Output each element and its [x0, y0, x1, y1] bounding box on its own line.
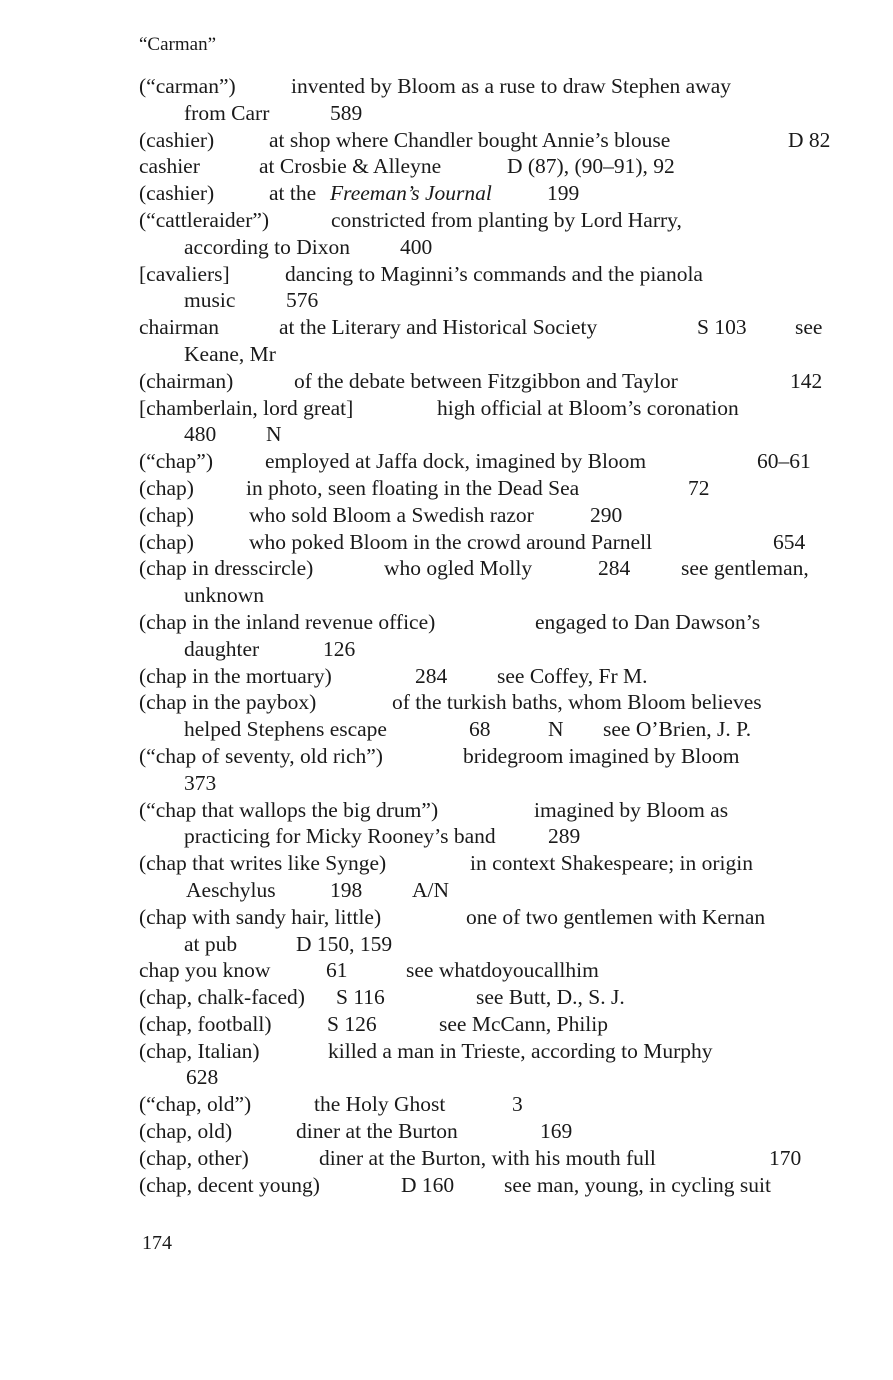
- index-line: [139, 1038, 839, 1065]
- index-line: [139, 421, 839, 448]
- index-line: [139, 395, 839, 422]
- line-field: at the: [269, 181, 317, 206]
- line-field: high official at Bloom’s coronation: [437, 395, 739, 420]
- line-text: chap you know: [139, 958, 271, 983]
- line-text: (cashier): [139, 181, 215, 206]
- line-field: 589: [330, 100, 363, 125]
- page-number: 174: [142, 1232, 172, 1254]
- index-line: [139, 127, 839, 154]
- index-entries: [139, 73, 839, 1198]
- line-field: 68: [469, 717, 491, 742]
- index-line: [139, 475, 839, 502]
- line-text: chairman: [139, 315, 219, 340]
- line-field: N: [266, 422, 282, 447]
- line-field: 72: [688, 475, 710, 500]
- line-field: 142: [790, 368, 823, 393]
- line-field: S 103: [697, 315, 747, 340]
- index-line: [139, 153, 839, 180]
- line-field: who ogled Molly: [384, 556, 533, 581]
- line-text: 480: [184, 422, 217, 447]
- line-text: (chap): [139, 529, 194, 554]
- line-field: diner at the Burton, with his mouth full: [319, 1145, 656, 1170]
- line-field: killed a man in Trieste, according to Murphy: [328, 1038, 713, 1063]
- line-text: (chap, football): [139, 1011, 272, 1036]
- index-line: [139, 73, 839, 100]
- line-text: from Carr: [184, 100, 270, 125]
- line-text: (chap that writes like Synge): [139, 851, 387, 876]
- line-text: (chap, decent young): [139, 1172, 320, 1197]
- index-line: [139, 582, 839, 609]
- line-field: at shop where Chandler bought Annie’s blouse: [269, 127, 671, 152]
- index-line: [139, 743, 839, 770]
- line-text: Keane, Mr: [184, 341, 276, 366]
- line-text: (“chap, old”): [139, 1092, 252, 1117]
- line-field: diner at the Burton: [296, 1119, 458, 1144]
- index-line: [139, 797, 839, 824]
- index-line: [139, 180, 839, 207]
- line-field: bridegroom imagined by Bloom: [463, 743, 740, 768]
- line-text: (cashier): [139, 127, 215, 152]
- index-line: [139, 287, 839, 314]
- line-field: 284: [415, 663, 448, 688]
- line-text: (chairman): [139, 368, 234, 393]
- index-line: [139, 663, 839, 690]
- line-field: of the turkish baths, whom Bloom believes: [392, 690, 762, 715]
- line-field: at Crosbie & Alleyne: [259, 154, 442, 179]
- line-text: practicing for Micky Rooney’s band: [184, 824, 496, 849]
- index-line: [139, 984, 839, 1011]
- index-line: [139, 100, 839, 127]
- index-line: [139, 1064, 839, 1091]
- index-line: [139, 207, 839, 234]
- running-head: “Carman”: [139, 34, 217, 55]
- line-field: invented by Bloom as a ruse to draw Stephen away: [291, 74, 732, 98]
- line-field: who sold Bloom a Swedish razor: [249, 502, 534, 527]
- index-line: [139, 368, 839, 395]
- line-text: 373: [184, 770, 217, 795]
- line-text: [cavaliers]: [139, 261, 230, 286]
- index-line: [139, 1011, 839, 1038]
- line-field: see: [795, 315, 823, 340]
- index-line: [139, 1091, 839, 1118]
- index-line: [139, 770, 839, 797]
- line-field: 60–61: [757, 449, 811, 474]
- line-field: 170: [769, 1145, 802, 1170]
- line-field: 576: [286, 288, 319, 313]
- line-text: 628: [186, 1065, 219, 1090]
- index-line: [139, 261, 839, 288]
- index-line: [139, 850, 839, 877]
- line-field: see whatdoyoucallhim: [406, 958, 599, 983]
- line-text: at pub: [184, 931, 238, 956]
- index-line: [139, 448, 839, 475]
- line-field: S 116: [336, 985, 385, 1010]
- index-line: [139, 877, 839, 904]
- line-field: 654: [773, 529, 806, 554]
- line-field: engaged to Dan Dawson’s: [535, 609, 761, 634]
- line-field: 290: [590, 502, 623, 527]
- line-text: Aeschylus: [186, 877, 276, 902]
- line-text: (chap in the paybox): [139, 690, 317, 715]
- index-line: [139, 502, 839, 529]
- index-line: [139, 636, 839, 663]
- line-field: at the Literary and Historical Society: [279, 315, 598, 340]
- line-field: one of two gentlemen with Kernan: [466, 904, 766, 929]
- line-text: (chap in the mortuary): [139, 663, 332, 688]
- index-line: [139, 957, 839, 984]
- index-line: [139, 314, 839, 341]
- line-text: (“chap”): [139, 449, 213, 474]
- line-text: (chap, Italian): [139, 1038, 260, 1063]
- line-text: (“cattleraider”): [139, 207, 270, 232]
- index-line: [139, 609, 839, 636]
- line-field: 169: [540, 1119, 573, 1144]
- line-text: music: [184, 288, 236, 313]
- index-line: [139, 823, 839, 850]
- index-line: [139, 529, 839, 556]
- index-line: [139, 689, 839, 716]
- line-field: A/N: [412, 877, 450, 902]
- line-text: daughter: [184, 636, 260, 661]
- line-field: D 82: [788, 127, 831, 152]
- line-field: employed at Jaffa dock, imagined by Bloom: [265, 449, 647, 474]
- line-text: (“chap that wallops the big drum”): [139, 797, 439, 822]
- index-line: [139, 341, 839, 368]
- line-field: in context Shakespeare; in origin: [470, 851, 754, 876]
- index-line: [139, 904, 839, 931]
- line-field: S 126: [327, 1011, 377, 1036]
- line-field: see gentleman,: [681, 556, 809, 581]
- line-field: see Coffey, Fr M.: [497, 663, 648, 688]
- line-field: 199: [547, 181, 580, 206]
- line-field: 61: [326, 958, 348, 983]
- line-text: (“carman”): [139, 74, 236, 98]
- index-line: [139, 555, 839, 582]
- line-text: (chap, other): [139, 1145, 249, 1170]
- line-text: (chap in the inland revenue office): [139, 609, 436, 634]
- line-field: D (87), (90–91), 92: [507, 154, 675, 179]
- line-field: 284: [598, 556, 631, 581]
- index-line: [139, 1118, 839, 1145]
- line-text: cashier: [139, 154, 200, 179]
- line-field: see O’Brien, J. P.: [603, 717, 752, 742]
- index-line: [139, 931, 839, 958]
- line-text: according to Dixon: [184, 234, 350, 259]
- index-line: [139, 234, 839, 261]
- line-text: (chap): [139, 475, 194, 500]
- line-field: in photo, seen floating in the Dead Sea: [246, 475, 580, 500]
- line-field: dancing to Maginni’s commands and the pianola: [285, 261, 703, 286]
- line-field: 198: [330, 877, 363, 902]
- index-line: [139, 716, 839, 743]
- line-text: (chap): [139, 502, 194, 527]
- line-field: see Butt, D., S. J.: [476, 985, 625, 1010]
- line-text: [chamberlain, lord great]: [139, 395, 354, 420]
- index-line: [139, 1145, 839, 1172]
- line-field: constricted from planting by Lord Harry,: [331, 207, 682, 232]
- line-field: D 150, 159: [296, 931, 393, 956]
- line-field: 126: [323, 636, 356, 661]
- line-field: 400: [400, 234, 433, 259]
- line-text: helped Stephens escape: [184, 717, 387, 742]
- line-field: D 160: [401, 1172, 455, 1197]
- line-text: unknown: [184, 583, 265, 608]
- line-text: (chap, chalk-faced): [139, 985, 305, 1010]
- line-field: imagined by Bloom as: [534, 797, 729, 822]
- line-text: (chap with sandy hair, little): [139, 904, 382, 929]
- line-text: (chap, old): [139, 1119, 233, 1144]
- line-field: see man, young, in cycling suit: [504, 1172, 771, 1197]
- line-field: the Holy Ghost: [314, 1092, 446, 1117]
- line-field: who poked Bloom in the crowd around Parnell: [249, 529, 653, 554]
- line-field: 3: [512, 1092, 523, 1117]
- index-line: [139, 1172, 839, 1199]
- line-field: 289: [548, 824, 581, 849]
- line-field: see McCann, Philip: [439, 1011, 608, 1036]
- line-field: Freeman’s Journal: [330, 181, 492, 206]
- line-field: N: [548, 717, 564, 742]
- line-text: (chap in dresscircle): [139, 556, 314, 581]
- line-text: (“chap of seventy, old rich”): [139, 743, 383, 768]
- line-field: of the debate between Fitzgibbon and Taylor: [294, 368, 678, 393]
